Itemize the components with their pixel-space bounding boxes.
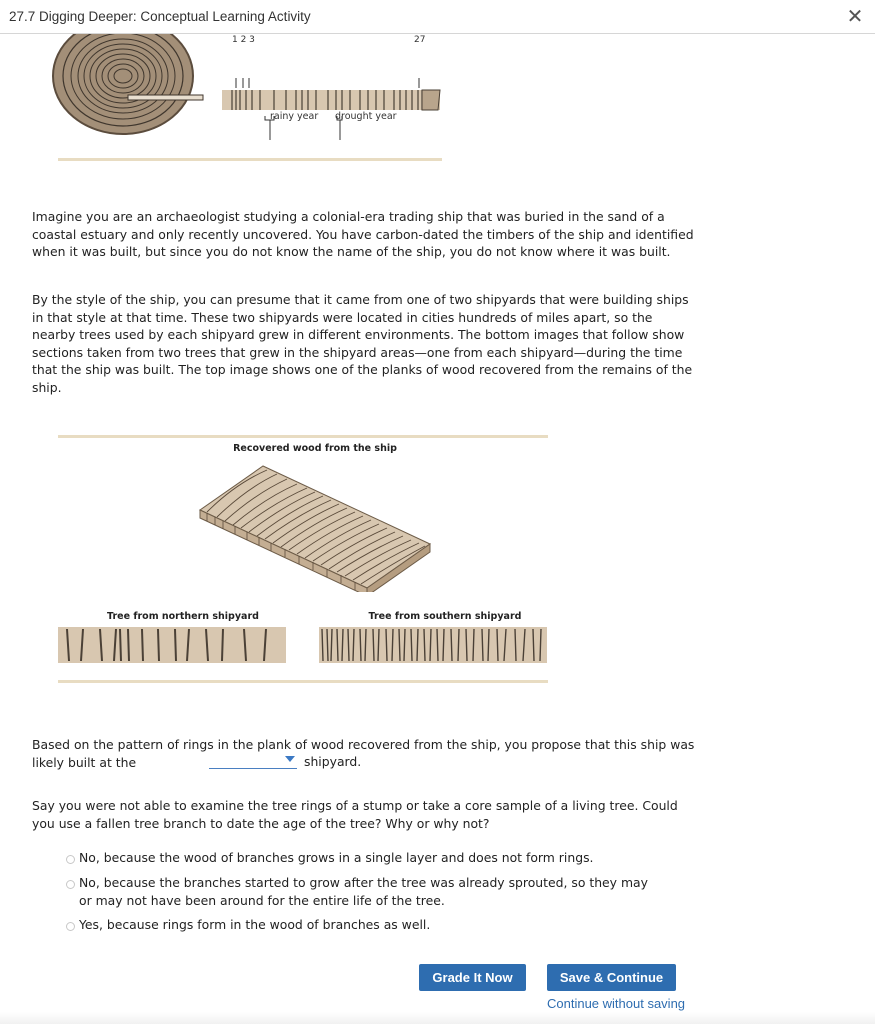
rainy-year-label: rainy year [270, 111, 319, 122]
north-tree-sample [58, 627, 288, 665]
figure-divider-lower [58, 680, 548, 683]
answer-option-1-text: No, because the wood of branches grows in a single layer and does not form rings. [79, 850, 594, 865]
question-1-before: Based on the pattern of rings in the plank of wood recovered from the ship, you propose that this ship was likely built at the [32, 737, 695, 770]
activity-content [0, 34, 875, 1024]
shipyard-dropdown[interactable] [209, 753, 297, 769]
ring-numbers-label: 1 2 3 [232, 35, 255, 45]
intro-paragraph: Imagine you are an archaeologist studying a colonial-era trading ship that was buried in the sand of a coastal estuary and only recently uncovered. You have carbon-dated the timbers of the ship and identified when it was built, but since you do not know the name of the ship, you do not know where it was built. [32, 209, 694, 260]
core-sample-strip [222, 78, 440, 140]
ring-27-label: 27 [414, 35, 426, 45]
title-bar [0, 0, 875, 34]
south-tree-label: Tree from southern shipyard [368, 611, 522, 622]
save-and-continue-button[interactable]: Save & Continue [547, 964, 676, 991]
radio-button-1[interactable] [66, 855, 75, 864]
context-paragraph: By the style of the ship, you can presume that it came from one of two shipyards that were building ships in that style at that time. These two shipyards were located in cities hundreds of miles apart, so the nearby trees used by each shipyard grew in different environments. The bottom images that follow show sections taken from two trees that grew in the shipyard areas—one from each shipyard—during the time that the ship was built. The top image shows one of the planks of wood recovered from the remains of the ship. [32, 292, 693, 395]
window-title: 27.7 Digging Deeper: Conceptual Learning Activity [9, 9, 311, 24]
continue-without-saving-link[interactable]: Continue without saving [547, 996, 686, 1011]
north-tree-label: Tree from northern shipyard [107, 611, 259, 622]
close-icon[interactable]: ✕ [846, 4, 864, 28]
figure-divider-top [58, 158, 442, 161]
radio-button-2[interactable] [66, 880, 75, 889]
tree-ring-figure [50, 34, 510, 144]
question-2-prompt: Say you were not able to examine the tree rings of a stump or take a core sample of a living tree. Could you use a fallen tree branch to date the age of the tree? Why or why not? [32, 798, 678, 831]
question-1-after: shipyard. [304, 754, 362, 769]
figure-divider-upper [58, 435, 548, 438]
drought-year-label: drought year [335, 111, 397, 122]
answer-option-3-text: Yes, because rings form in the wood of branches as well. [79, 917, 431, 932]
grade-it-now-button[interactable]: Grade It Now [419, 964, 526, 991]
chevron-down-icon [285, 756, 295, 762]
recovered-wood-label: Recovered wood from the ship [233, 443, 397, 454]
tree-cross-section [53, 34, 203, 134]
bottom-edge [0, 1012, 875, 1024]
radio-button-3[interactable] [66, 922, 75, 931]
recovered-plank-image [195, 462, 435, 592]
answer-option-2-text: No, because the branches started to grow after the tree was already sprouted, so they may or may not have been around for the entire life of the tree. [79, 875, 648, 908]
south-tree-sample [319, 627, 549, 665]
